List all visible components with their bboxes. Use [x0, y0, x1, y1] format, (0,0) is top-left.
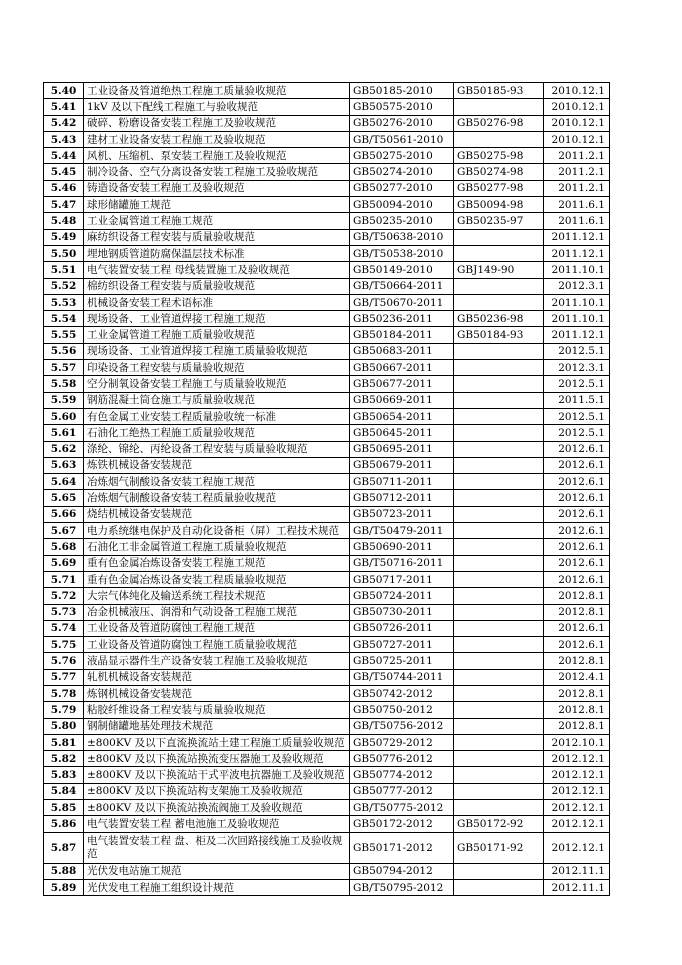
effective-date: 2011.12.1: [544, 229, 610, 245]
effective-date: 2011.12.1: [544, 327, 610, 343]
effective-date: 2012.3.1: [544, 278, 610, 294]
row-number: 5.60: [44, 408, 84, 424]
row-number: 5.47: [44, 197, 84, 213]
table-row: [44, 490, 610, 506]
standard-name: 建材工业设备安装工程施工及验收规范: [84, 131, 350, 147]
effective-date: 2012.12.1: [544, 816, 610, 832]
effective-date: 2012.6.1: [544, 523, 610, 539]
standard-name: 石油化工绝热工程施工质量验收规范: [84, 425, 350, 441]
superseded-code: [454, 99, 544, 115]
standard-code: GB50711-2011: [350, 474, 454, 490]
standard-name: 球形储罐施工规范: [84, 197, 350, 213]
standard-code: GB/T50664-2011: [350, 278, 454, 294]
table-row: [44, 197, 610, 213]
table-row: [44, 767, 610, 783]
superseded-code: [454, 294, 544, 310]
standard-code: GB50695-2011: [350, 441, 454, 457]
effective-date: 2012.8.1: [544, 685, 610, 701]
superseded-code: GB50171-92: [454, 832, 544, 863]
table-row: [44, 637, 610, 653]
effective-date: 2012.6.1: [544, 457, 610, 473]
row-number: 5.71: [44, 571, 84, 587]
effective-date: 2012.12.1: [544, 800, 610, 816]
effective-date: 2012.5.1: [544, 376, 610, 392]
table-row: [44, 311, 610, 327]
table-row: [44, 539, 610, 555]
superseded-code: [454, 278, 544, 294]
table-row: [44, 245, 610, 261]
superseded-code: [454, 539, 544, 555]
row-number: 5.73: [44, 604, 84, 620]
standard-code: GB50172-2012: [350, 816, 454, 832]
standard-code: GB/T50775-2012: [350, 800, 454, 816]
superseded-code: [454, 863, 544, 879]
table-row: [44, 571, 610, 587]
effective-date: 2012.12.1: [544, 767, 610, 783]
standard-code: GB50575-2010: [350, 99, 454, 115]
superseded-code: [454, 604, 544, 620]
standard-name: ±800KV 及以下换流站换流变压器施工及验收规范: [84, 751, 350, 767]
table-row: [44, 180, 610, 196]
standard-code: GB50184-2011: [350, 327, 454, 343]
superseded-code: [454, 653, 544, 669]
standard-code: GB/T50744-2011: [350, 669, 454, 685]
standard-code: GB50679-2011: [350, 457, 454, 473]
row-number: 5.44: [44, 148, 84, 164]
standard-name: 工业金属管道工程施工质量验收规范: [84, 327, 350, 343]
row-number: 5.54: [44, 311, 84, 327]
row-number: 5.53: [44, 294, 84, 310]
row-number: 5.72: [44, 588, 84, 604]
standard-name: 烧结机械设备安装规范: [84, 506, 350, 522]
effective-date: 2012.6.1: [544, 441, 610, 457]
standard-name: 炼钢机械设备安装规范: [84, 685, 350, 701]
effective-date: 2010.12.1: [544, 131, 610, 147]
row-number: 5.41: [44, 99, 84, 115]
row-number: 5.68: [44, 539, 84, 555]
effective-date: 2012.6.1: [544, 620, 610, 636]
row-number: 5.67: [44, 523, 84, 539]
standard-code: GB50277-2010: [350, 180, 454, 196]
table-row: [44, 685, 610, 701]
standard-code: GB50094-2010: [350, 197, 454, 213]
standard-code: GB50724-2011: [350, 588, 454, 604]
standard-code: GB50777-2012: [350, 783, 454, 799]
table-row: [44, 213, 610, 229]
table-row: [44, 441, 610, 457]
effective-date: 2012.6.1: [544, 555, 610, 571]
effective-date: 2012.6.1: [544, 539, 610, 555]
standard-name: 工业金属管道工程施工规范: [84, 213, 350, 229]
standard-code: GB50185-2010: [350, 83, 454, 99]
standard-name: 冶金机械液压、润滑和气动设备工程施工规范: [84, 604, 350, 620]
effective-date: 2012.5.1: [544, 425, 610, 441]
table-row: [44, 83, 610, 99]
standards-table-body: [44, 83, 610, 896]
effective-date: 2012.8.1: [544, 604, 610, 620]
table-row: [44, 555, 610, 571]
table-row: [44, 229, 610, 245]
row-number: 5.81: [44, 734, 84, 750]
effective-date: 2011.10.1: [544, 311, 610, 327]
effective-date: 2011.12.1: [544, 245, 610, 261]
superseded-code: [454, 490, 544, 506]
table-row: [44, 702, 610, 718]
effective-date: 2011.10.1: [544, 294, 610, 310]
row-number: 5.61: [44, 425, 84, 441]
standard-code: GB50794-2012: [350, 863, 454, 879]
standard-code: GB/T50538-2010: [350, 245, 454, 261]
effective-date: 2012.11.1: [544, 863, 610, 879]
table-row: [44, 506, 610, 522]
effective-date: 2012.10.1: [544, 734, 610, 750]
row-number: 5.59: [44, 392, 84, 408]
superseded-code: GB50235-97: [454, 213, 544, 229]
effective-date: 2011.2.1: [544, 148, 610, 164]
superseded-code: [454, 360, 544, 376]
table-row: [44, 800, 610, 816]
standard-name: 有色金属工业安装工程质量验收统一标准: [84, 408, 350, 424]
table-row: [44, 360, 610, 376]
superseded-code: [454, 637, 544, 653]
row-number: 5.75: [44, 637, 84, 653]
standard-code: GB50774-2012: [350, 767, 454, 783]
superseded-code: GB50172-92: [454, 816, 544, 832]
row-number: 5.78: [44, 685, 84, 701]
row-number: 5.63: [44, 457, 84, 473]
standard-name: ±800KV 及以下换流站干式平波电抗器施工及验收规范: [84, 767, 350, 783]
superseded-code: [454, 767, 544, 783]
effective-date: 2011.10.1: [544, 262, 610, 278]
standard-name: 电气装置安装工程 盘、柜及二次回路接线施工及验收规范: [84, 832, 350, 863]
effective-date: 2012.6.1: [544, 637, 610, 653]
row-number: 5.89: [44, 879, 84, 895]
superseded-code: [454, 392, 544, 408]
standard-code: GB50654-2011: [350, 408, 454, 424]
superseded-code: [454, 879, 544, 895]
standard-code: GB50677-2011: [350, 376, 454, 392]
standard-name: ±800KV 及以下换流站构支架施工及验收规范: [84, 783, 350, 799]
row-number: 5.86: [44, 816, 84, 832]
effective-date: 2010.12.1: [544, 83, 610, 99]
row-number: 5.58: [44, 376, 84, 392]
standard-code: GB/T50561-2010: [350, 131, 454, 147]
table-row: [44, 832, 610, 863]
standard-name: 印染设备工程安装与质量验收规范: [84, 360, 350, 376]
row-number: 5.64: [44, 474, 84, 490]
standard-code: GB50730-2011: [350, 604, 454, 620]
superseded-code: GBJ149-90: [454, 262, 544, 278]
superseded-code: [454, 718, 544, 734]
standard-code: GB50667-2011: [350, 360, 454, 376]
standard-code: GB50690-2011: [350, 539, 454, 555]
row-number: 5.46: [44, 180, 84, 196]
superseded-code: GB50236-98: [454, 311, 544, 327]
standard-name: 石油化工非金属管道工程施工质量验收规范: [84, 539, 350, 555]
standard-name: 现场设备、工业管道焊接工程施工质量验收规范: [84, 343, 350, 359]
table-row: [44, 164, 610, 180]
effective-date: 2011.5.1: [544, 392, 610, 408]
effective-date: 2012.12.1: [544, 832, 610, 863]
table-row: [44, 604, 610, 620]
effective-date: 2011.2.1: [544, 164, 610, 180]
standard-name: 工业设备及管道防腐蚀工程施工规范: [84, 620, 350, 636]
row-number: 5.56: [44, 343, 84, 359]
superseded-code: GB50276-98: [454, 115, 544, 131]
effective-date: 2012.8.1: [544, 653, 610, 669]
row-number: 5.77: [44, 669, 84, 685]
standard-code: GB50742-2012: [350, 685, 454, 701]
table-row: [44, 783, 610, 799]
effective-date: 2012.8.1: [544, 588, 610, 604]
superseded-code: [454, 751, 544, 767]
standard-name: 空分制氧设备安装工程施工与质量验收规范: [84, 376, 350, 392]
standard-name: 现场设备、工业管道焊接工程施工规范: [84, 311, 350, 327]
effective-date: 2010.12.1: [544, 115, 610, 131]
standard-name: 粘胶纤维设备工程安装与质量验收规范: [84, 702, 350, 718]
standard-code: GB50171-2012: [350, 832, 454, 863]
superseded-code: GB50184-93: [454, 327, 544, 343]
table-row: [44, 718, 610, 734]
standard-name: 涤纶、锦纶、丙纶设备工程安装与质量验收规范: [84, 441, 350, 457]
row-number: 5.80: [44, 718, 84, 734]
standard-code: GB50712-2011: [350, 490, 454, 506]
effective-date: 2012.8.1: [544, 702, 610, 718]
superseded-code: [454, 783, 544, 799]
superseded-code: GB50094-98: [454, 197, 544, 213]
standard-name: ±800KV 及以下直流换流站土建工程施工质量验收规范: [84, 734, 350, 750]
superseded-code: [454, 474, 544, 490]
row-number: 5.85: [44, 800, 84, 816]
row-number: 5.49: [44, 229, 84, 245]
row-number: 5.48: [44, 213, 84, 229]
row-number: 5.76: [44, 653, 84, 669]
standard-name: 重有色金属冶炼设备安装工程质量验收规范: [84, 571, 350, 587]
standard-name: 破碎、粉磨设备安装工程施工及验收规范: [84, 115, 350, 131]
standard-name: 制冷设备、空气分离设备安装工程施工及验收规范: [84, 164, 350, 180]
table-row: [44, 863, 610, 879]
superseded-code: [454, 457, 544, 473]
effective-date: 2012.11.1: [544, 879, 610, 895]
effective-date: 2012.6.1: [544, 506, 610, 522]
standard-name: ±800KV 及以下换流站换流阀施工及验收规范: [84, 800, 350, 816]
row-number: 5.65: [44, 490, 84, 506]
row-number: 5.45: [44, 164, 84, 180]
standard-code: GB50776-2012: [350, 751, 454, 767]
standard-code: GB/T50670-2011: [350, 294, 454, 310]
standard-name: 液晶显示器件生产设备安装工程施工及验收规范: [84, 653, 350, 669]
row-number: 5.79: [44, 702, 84, 718]
standard-code: GB/T50756-2012: [350, 718, 454, 734]
table-row: [44, 278, 610, 294]
table-row: [44, 523, 610, 539]
row-number: 5.84: [44, 783, 84, 799]
standard-name: 麻纺织设备工程安装与质量验收规范: [84, 229, 350, 245]
superseded-code: [454, 620, 544, 636]
table-row: [44, 457, 610, 473]
table-row: [44, 425, 610, 441]
standard-name: 光伏发电站施工规范: [84, 863, 350, 879]
effective-date: 2012.6.1: [544, 490, 610, 506]
standard-code: GB/T50716-2011: [350, 555, 454, 571]
row-number: 5.51: [44, 262, 84, 278]
table-row: [44, 376, 610, 392]
standard-name: 冶炼烟气制酸设备安装工程质量验收规范: [84, 490, 350, 506]
standard-code: GB/T50479-2011: [350, 523, 454, 539]
row-number: 5.62: [44, 441, 84, 457]
table-row: [44, 879, 610, 895]
row-number: 5.83: [44, 767, 84, 783]
standard-name: 钢制储罐地基处理技术规范: [84, 718, 350, 734]
table-row: [44, 588, 610, 604]
row-number: 5.55: [44, 327, 84, 343]
standard-name: 电力系统继电保护及自动化设备柜（屏）工程技术规范: [84, 523, 350, 539]
table-row: [44, 262, 610, 278]
row-number: 5.88: [44, 863, 84, 879]
standard-code: GB/T50795-2012: [350, 879, 454, 895]
table-row: [44, 408, 610, 424]
effective-date: 2012.3.1: [544, 360, 610, 376]
superseded-code: GB50275-98: [454, 148, 544, 164]
table-row: [44, 734, 610, 750]
effective-date: 2012.5.1: [544, 408, 610, 424]
standard-code: GB50683-2011: [350, 343, 454, 359]
standard-name: 棉纺织设备工程安装与质量验收规范: [84, 278, 350, 294]
standard-name: 大宗气体纯化及输送系统工程技术规范: [84, 588, 350, 604]
superseded-code: GB50277-98: [454, 180, 544, 196]
standard-name: 工业设备及管道绝热工程施工质量验收规范: [84, 83, 350, 99]
row-number: 5.82: [44, 751, 84, 767]
standard-name: 钢筋混凝土筒仓施工与质量验收规范: [84, 392, 350, 408]
table-row: [44, 343, 610, 359]
standard-code: GB50275-2010: [350, 148, 454, 164]
table-row: [44, 816, 610, 832]
effective-date: 2010.12.1: [544, 99, 610, 115]
standard-code: GB50236-2011: [350, 311, 454, 327]
standards-table: [43, 82, 610, 896]
standard-code: GB50149-2010: [350, 262, 454, 278]
superseded-code: [454, 734, 544, 750]
standard-code: GB50729-2012: [350, 734, 454, 750]
standard-name: 工业设备及管道防腐蚀工程施工质量验收规范: [84, 637, 350, 653]
standard-name: 1kV 及以下配线工程施工与验收规范: [84, 99, 350, 115]
superseded-code: GB50185-93: [454, 83, 544, 99]
table-row: [44, 751, 610, 767]
effective-date: 2012.6.1: [544, 474, 610, 490]
row-number: 5.40: [44, 83, 84, 99]
standard-code: GB/T50638-2010: [350, 229, 454, 245]
superseded-code: [454, 131, 544, 147]
table-row: [44, 669, 610, 685]
standard-code: GB50235-2010: [350, 213, 454, 229]
superseded-code: [454, 555, 544, 571]
table-row: [44, 115, 610, 131]
superseded-code: [454, 245, 544, 261]
standard-code: GB50726-2011: [350, 620, 454, 636]
effective-date: 2012.8.1: [544, 718, 610, 734]
table-row: [44, 392, 610, 408]
superseded-code: GB50274-98: [454, 164, 544, 180]
standard-code: GB50725-2011: [350, 653, 454, 669]
superseded-code: [454, 588, 544, 604]
effective-date: 2012.5.1: [544, 343, 610, 359]
superseded-code: [454, 669, 544, 685]
standard-name: 铸造设备安装工程施工及验收规范: [84, 180, 350, 196]
superseded-code: [454, 343, 544, 359]
standard-code: GB50276-2010: [350, 115, 454, 131]
superseded-code: [454, 425, 544, 441]
standard-code: GB50717-2011: [350, 571, 454, 587]
superseded-code: [454, 441, 544, 457]
standard-code: GB50727-2011: [350, 637, 454, 653]
effective-date: 2012.12.1: [544, 751, 610, 767]
table-row: [44, 620, 610, 636]
effective-date: 2012.6.1: [544, 571, 610, 587]
superseded-code: [454, 702, 544, 718]
row-number: 5.74: [44, 620, 84, 636]
superseded-code: [454, 571, 544, 587]
table-row: [44, 99, 610, 115]
standard-name: 电气装置安装工程 母线装置施工及验收规范: [84, 262, 350, 278]
standard-name: 机械设备安装工程术语标准: [84, 294, 350, 310]
superseded-code: [454, 523, 544, 539]
table-row: [44, 474, 610, 490]
table-row: [44, 148, 610, 164]
row-number: 5.52: [44, 278, 84, 294]
row-number: 5.69: [44, 555, 84, 571]
standard-code: GB50723-2011: [350, 506, 454, 522]
effective-date: 2011.6.1: [544, 197, 610, 213]
superseded-code: [454, 229, 544, 245]
row-number: 5.57: [44, 360, 84, 376]
superseded-code: [454, 376, 544, 392]
standard-name: 冶炼烟气制酸设备安装工程施工规范: [84, 474, 350, 490]
superseded-code: [454, 800, 544, 816]
standard-name: 光伏发电工程施工组织设计规范: [84, 879, 350, 895]
effective-date: 2012.12.1: [544, 783, 610, 799]
standard-name: 风机、压缩机、泵安装工程施工及验收规范: [84, 148, 350, 164]
row-number: 5.66: [44, 506, 84, 522]
standard-code: GB50669-2011: [350, 392, 454, 408]
standard-name: 炼铁机械设备安装规范: [84, 457, 350, 473]
standard-code: GB50274-2010: [350, 164, 454, 180]
superseded-code: [454, 685, 544, 701]
standard-name: 重有色金属冶炼设备安装工程施工规范: [84, 555, 350, 571]
row-number: 5.50: [44, 245, 84, 261]
table-row: [44, 327, 610, 343]
effective-date: 2011.2.1: [544, 180, 610, 196]
table-row: [44, 131, 610, 147]
standard-code: GB50750-2012: [350, 702, 454, 718]
standard-name: 轧机机械设备安装规范: [84, 669, 350, 685]
standard-name: 埋地钢质管道防腐保温层技术标准: [84, 245, 350, 261]
standard-name: 电气装置安装工程 蓄电池施工及验收规范: [84, 816, 350, 832]
superseded-code: [454, 506, 544, 522]
standard-code: GB50645-2011: [350, 425, 454, 441]
table-row: [44, 653, 610, 669]
effective-date: 2012.4.1: [544, 669, 610, 685]
superseded-code: [454, 408, 544, 424]
effective-date: 2011.6.1: [544, 213, 610, 229]
table-row: [44, 294, 610, 310]
row-number: 5.43: [44, 131, 84, 147]
row-number: 5.87: [44, 832, 84, 863]
row-number: 5.42: [44, 115, 84, 131]
